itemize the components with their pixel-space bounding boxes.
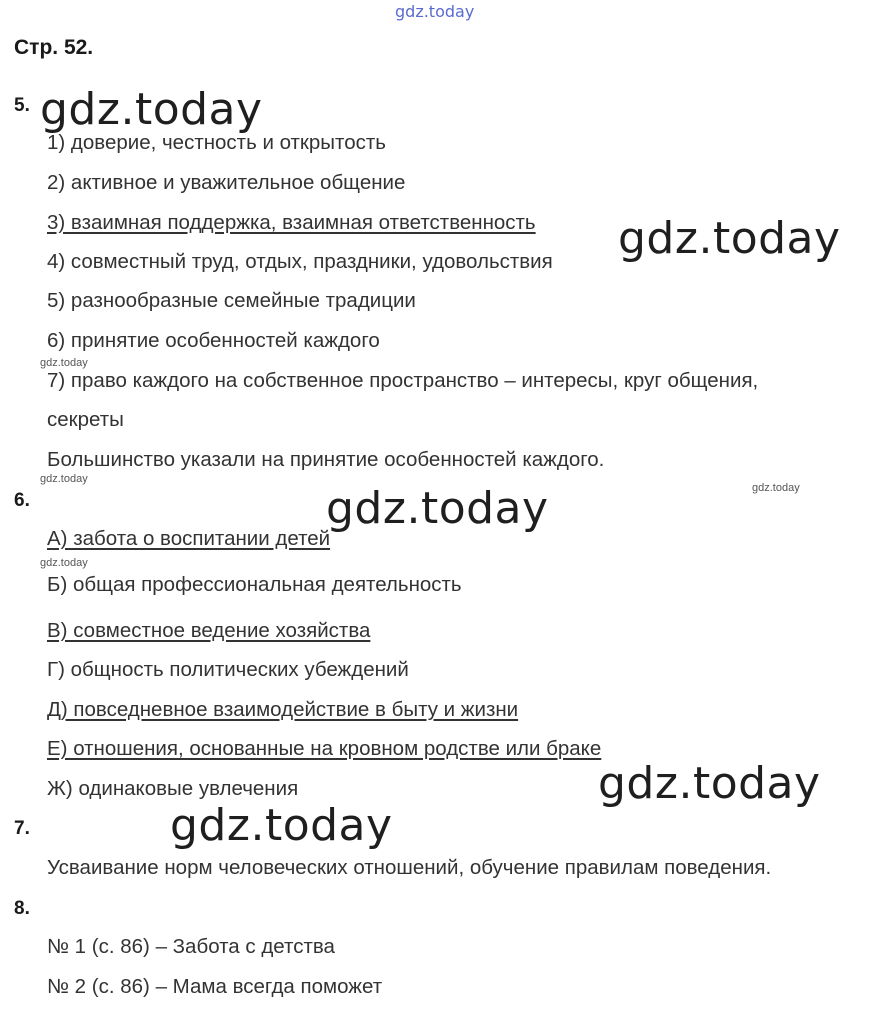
q5-item-2: 2) активное и уважительное общение	[47, 171, 406, 194]
q5-item-3: 3) взаимная поддержка, взаимная ответственность	[47, 211, 536, 234]
q5-item-4: 4) совместный труд, отдых, праздники, удовольствия	[47, 250, 553, 273]
q5-item-7-cont: секреты	[47, 408, 124, 431]
watermark-logo: gdz.today	[326, 483, 549, 534]
watermark-logo: gdz.today	[598, 758, 821, 809]
watermark-logo: gdz.today	[40, 357, 88, 369]
q6-item-e: Е) отношения, основанные на кровном родстве или браке	[47, 737, 602, 760]
q6-item-g: Г) общность политических убеждений	[47, 658, 409, 681]
q6-item-b: Б) общая профессиональная деятельность	[47, 573, 462, 596]
q8-item-1: № 1 (с. 86) – Забота с детства	[47, 935, 335, 958]
question-number-8: 8.	[14, 898, 30, 919]
page-title: Стр. 52.	[14, 36, 94, 59]
watermark-logo: gdz.today	[618, 213, 841, 264]
q5-item-5: 5) разнообразные семейные традиции	[47, 289, 416, 312]
watermark-logo: gdz.today	[40, 473, 88, 485]
watermark-logo: gdz.today	[40, 557, 88, 569]
q8-item-2: № 2 (с. 86) – Мама всегда поможет	[47, 975, 383, 998]
q6-item-v: В) совместное ведение хозяйства	[47, 619, 371, 642]
q7-answer: Усваивание норм человеческих отношений, обучение правилам поведения.	[47, 856, 772, 879]
q5-conclusion: Большинство указали на принятие особенностей каждого.	[47, 448, 605, 471]
q5-item-6: 6) принятие особенностей каждого	[47, 329, 380, 352]
q6-item-a: А) забота о воспитании детей	[47, 527, 331, 550]
q6-item-d: Д) повседневное взаимодействие в быту и жизни	[47, 698, 519, 721]
q5-item-1: 1) доверие, честность и открытость	[47, 131, 386, 154]
q6-item-zh: Ж) одинаковые увлечения	[47, 777, 299, 800]
watermark-logo: gdz.today	[395, 2, 475, 21]
question-number-5: 5.	[14, 95, 30, 116]
watermark-logo: gdz.today	[752, 482, 800, 494]
q5-item-7: 7) право каждого на собственное пространство – интересы, круг общения,	[47, 369, 759, 392]
question-number-7: 7.	[14, 818, 30, 839]
watermark-logo: gdz.today	[40, 84, 263, 135]
watermark-logo: gdz.today	[170, 800, 393, 851]
question-number-6: 6.	[14, 490, 30, 511]
